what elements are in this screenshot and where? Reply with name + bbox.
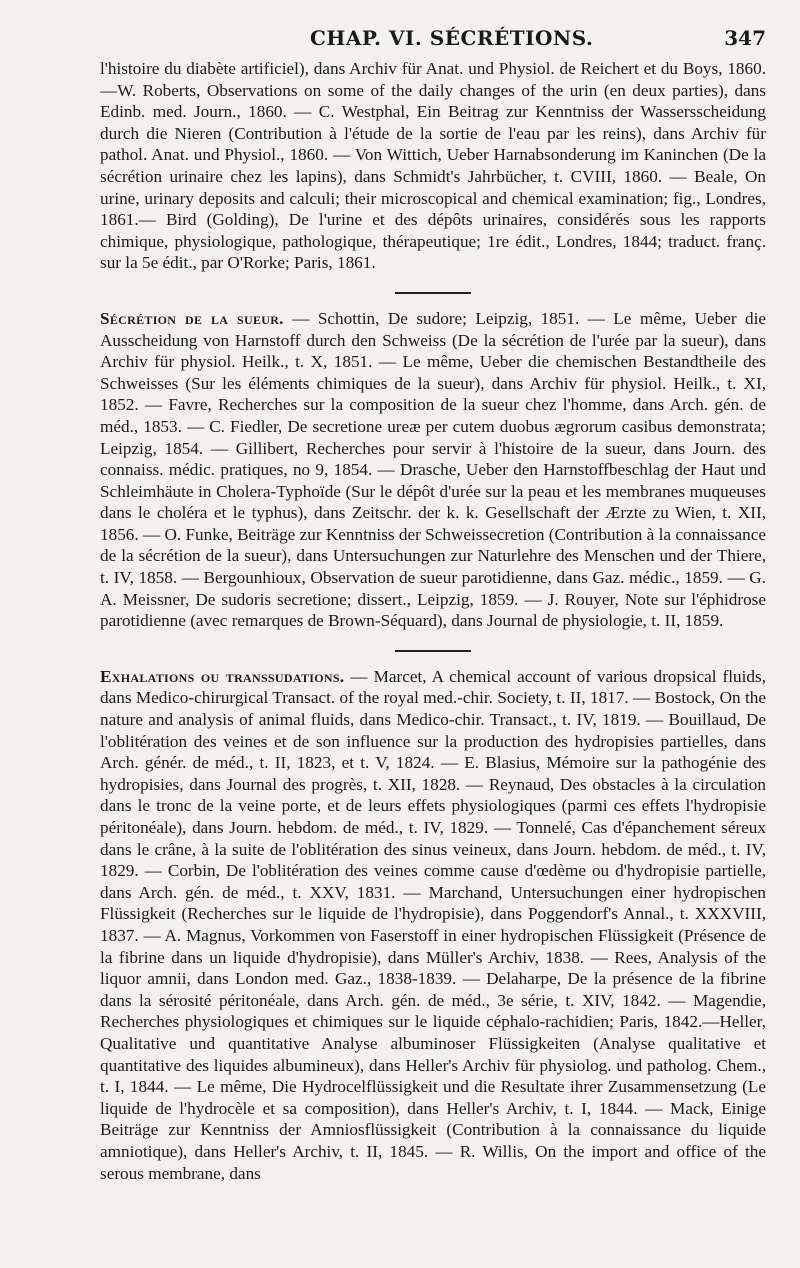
- paragraph: [100, 666, 766, 1184]
- paragraph: [100, 58, 766, 274]
- section-title: Exhalations ou transsudations.: [100, 666, 345, 686]
- section-exhalations: [100, 666, 766, 1184]
- bibliography-continuation: [100, 58, 766, 274]
- paragraph-text: — Schottin, De sudore; Leipzig, 1851. — Le même, Ueber die Ausscheidung von Harnstoff durch den Schweiss (De la sécrétion de l'urée par la sueur), dans Archiv für physiol. Heilk., t. X, 1851. — Le même, Ueber die chemischen Bestandtheile des Schweisses (Sur les éléments chimiques de la sueur), dans Archiv für physiol. Heilk., t. XI, 1852. — Favre, Recherches sur la composition de la sueur chez l'homme, dans Arch. gén. de méd., 1853. — C. Fiedler, De secretione ureæ per cutem duobus ægrorum casibus demonstrata; Leipzig, 1854. — Gillibert, Recherches pour servir à l'histoire de la sueur, dans Journ. des connaiss. médic. pratiques, no 9, 1854. — Drasche, Ueber den Harnstoffbeschlag der Haut und Schleimhäute in Cholera-Typhoïde (Sur le dépôt d'urée sur la peau et les membranes muqueuses dans le choléra et le typhus), dans Zeitschr. der k. k. Gesellschaft der Ærzte zu Wien, t. XII, 1856. — O. Funke, Beiträge zur Kenntniss der Schweissecretion (Contribution à la connaissance de la sécrétion de la sueur), dans Untersuchungen zur Naturlehre des Menschen und der Thiere, t. IV, 1858. — Bergounhioux, Observation de sueur parotidienne, dans Gaz. médic., 1859. — G. A. Meissner, De sudoris secretione; dissert., Leipzig, 1859. — J. Rouyer, Note sur l'éphidrose parotidienne (avec remarques de Brown-Séquard), dans Journal de physiologie, t. II, 1859.: [100, 308, 766, 631]
- page-number: 347: [724, 26, 766, 50]
- running-head: [100, 22, 766, 58]
- paragraph: [100, 308, 766, 632]
- section-divider: [395, 650, 471, 652]
- chapter-heading: CHAP. VI. SÉCRÉTIONS.: [310, 26, 594, 50]
- paragraph-text: — Marcet, A chemical account of various dropsical fluids, dans Medico-chirurgical Transact. of the royal med.-chir. Society, t. II, 1817. — Bostock, On the nature and analysis of animal fluids, dans Medico-chir. Transact., t. IV, 1819. — Bouillaud, De l'oblitération des veines et de son influence sur la production des hydropisies partielles, dans Arch. génér. de méd., t. II, 1823, et t. V, 1824. — E. Blasius, Mémoire sur la pathogénie des hydropisies, dans Journal des progrès, t. XII, 1828. — Reynaud, Des obstacles à la circulation dans le tronc de la veine porte, et de leurs effets physiologiques (parmi ces effets l'hydropisie péritonéale), dans Journ. hebdom. de méd., t. IV, 1829. — Tonnelé, Cas d'épanchement séreux dans le crâne, à la suite de l'oblitération des sinus veineux, dans Journ. hebdom. de méd., t. IV, 1829. — Corbin, De l'oblitération des veines comme cause d'œdème ou d'hydropisie partielle, dans Arch. gén. de méd., t. XXV, 1831. — Marchand, Untersuchungen einer hydropischen Flüssigkeit (Recherches sur le liquide de l'hydropisie), dans Poggendorf's Annal., t. XXXVIII, 1837. — A. Magnus, Vorkommen von Faserstoff in einer hydropischen Flüssigkeit (Présence de la fibrine dans un liquide d'hydropisie), dans Müller's Archiv, 1838. — Rees, Analysis of the liquor amnii, dans London med. Gaz., 1838-1839. — Delaharpe, De la présence de la fibrine dans la sérosité péritonéale, dans Arch. gén. de méd., 3e série, t. XIV, 1842. — Magendie, Recherches physiologiques et chimiques sur le liquide céphalo-rachidien; Paris, 1842.—Heller, Qualitative und quantitative Analyse albuminoser Flüssigkeiten (Analyse qualitative et quantitative des liquides albumineux), dans Heller's Archiv für physiolog. und patholog. Chem., t. I, 1844. — Le même, Die Hydrocelflüssigkeit und die Resultate ihrer Zusammensetzung (Le liquide de l'hydrocèle et sa composition), dans Heller's Archiv, t. I, 1844. — Mack, Einige Beiträge zur Kenntniss der Amniosflüssigkeit (Contribution à la connaissance du liquide amniotique), dans Heller's Archiv, t. II, 1845. — R. Willis, On the import and office of the serous membrane, dans: [100, 666, 767, 1183]
- section-title: Sécrétion de la sueur.: [100, 308, 284, 328]
- section-divider: [395, 292, 471, 294]
- section-secretion-sueur: [100, 308, 766, 632]
- paragraph-text: l'histoire du diabète artificiel), dans Archiv für Anat. und Physiol. de Reichert et du Boys, 1860.—W. Roberts, Observations on some of the daily changes of the urin (en deux parties), dans Edinb. med. Journ., 1860. — C. Westphal, Ein Beitrag zur Kenntniss der Wassersscheidung durch die Nieren (Contribution à l'étude de la sortie de l'eau par les reins), dans Archiv für pathol. Anat. und Physiol., 1860. — Von Wittich, Ueber Harnabsonderung im Kaninchen (De la sécrétion urinaire chez les lapins), dans Schmidt's Jahrbücher, t. CVIII, 1860. — Beale, On urine, urinary deposits and calculi; their microscopical and chemical examination; fig., Londres, 1861.— Bird (Golding), De l'urine et des dépôts urinaires, considérés sous les rapports chimique, physiologique, pathologique, thérapeutique; 1re édit., Londres, 1844; traduct. franç. sur la 5e édit., par O'Rorke; Paris, 1861.: [100, 59, 766, 273]
